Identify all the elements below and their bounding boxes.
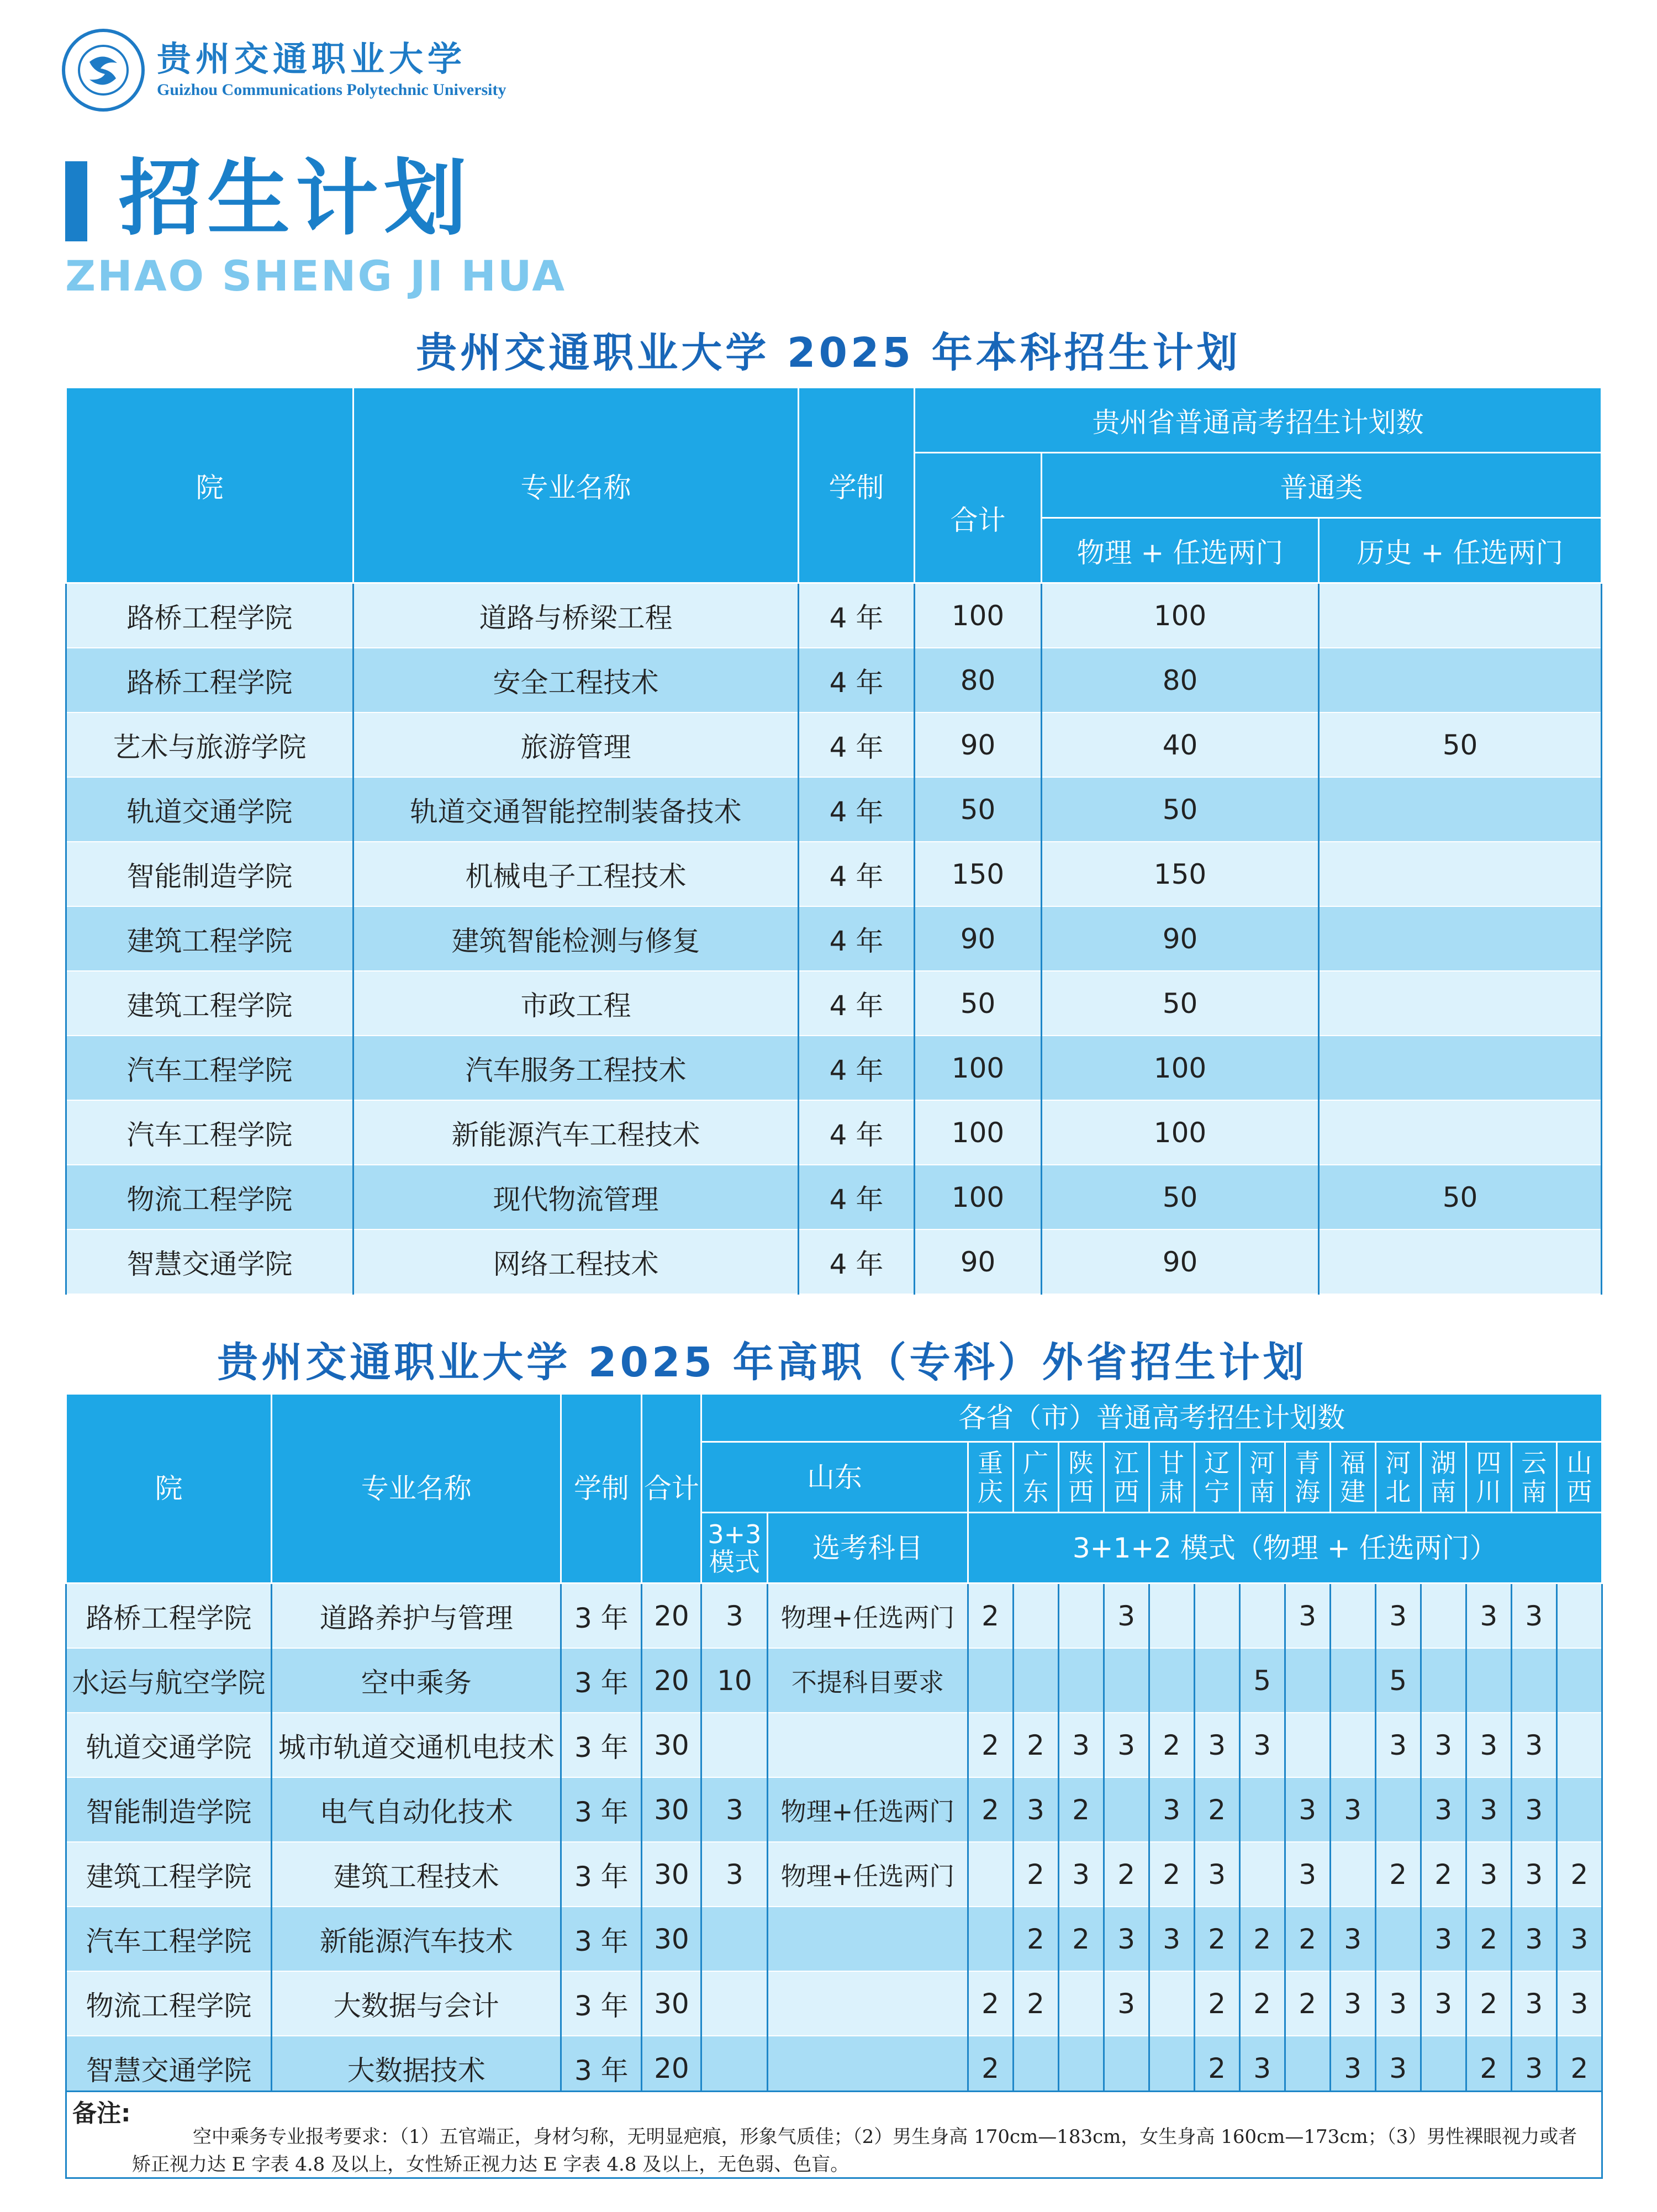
table-cell: 100 xyxy=(1042,583,1319,648)
province-count-cell: 3 xyxy=(1330,1907,1375,1971)
province-count-cell: 3 xyxy=(1375,1971,1421,2036)
header-regular: 普通类 xyxy=(1042,453,1602,518)
university-logo xyxy=(62,29,506,112)
table-cell: 安全工程技术 xyxy=(353,648,799,712)
header-province: 湖南 xyxy=(1421,1442,1466,1513)
table-cell: 90 xyxy=(1042,1229,1319,1294)
table-cell: 大数据与会计 xyxy=(272,1971,561,2036)
table-cell: 4 年 xyxy=(799,971,915,1036)
table-cell: 30 xyxy=(642,1971,701,2036)
table-cell: 汽车工程学院 xyxy=(66,1100,353,1165)
province-count-cell: 3 xyxy=(1194,1842,1239,1907)
province-count-cell xyxy=(1239,1777,1285,1842)
province-count-cell: 2 xyxy=(1466,2036,1511,2100)
table-row xyxy=(66,1907,1602,1971)
table-cell: 3 年 xyxy=(561,1648,642,1713)
province-count-cell: 3 xyxy=(1421,1971,1466,2036)
table-cell xyxy=(1319,1100,1602,1165)
province-count-cell: 3 xyxy=(1013,1777,1058,1842)
header-province: 江西 xyxy=(1104,1442,1149,1513)
province-count-cell: 3 xyxy=(1194,1713,1239,1777)
header-duration: 学制 xyxy=(799,388,915,583)
table-row xyxy=(66,1165,1602,1229)
province-count-cell: 2 xyxy=(1194,2036,1239,2100)
header-province: 河北 xyxy=(1375,1442,1421,1513)
header-major: 专业名称 xyxy=(272,1394,561,1583)
table-cell xyxy=(768,1713,968,1777)
table-cell: 3 年 xyxy=(561,1971,642,2036)
province-count-cell xyxy=(1194,1583,1239,1649)
province-count-cell: 3 xyxy=(1466,1583,1511,1649)
table-cell: 100 xyxy=(1042,1036,1319,1100)
table-cell xyxy=(768,1971,968,2036)
table-cell: 旅游管理 xyxy=(353,712,799,777)
table-cell: 物理+任选两门 xyxy=(768,1777,968,1842)
table-cell: 3 年 xyxy=(561,1842,642,1907)
header-college: 院 xyxy=(66,388,353,583)
province-count-cell xyxy=(1013,1583,1058,1649)
table-cell: 50 xyxy=(915,777,1042,842)
table-cell: 机械电子工程技术 xyxy=(353,842,799,906)
header-college: 院 xyxy=(66,1394,272,1583)
province-count-cell: 2 xyxy=(1194,1971,1239,2036)
table-cell: 50 xyxy=(1319,712,1602,777)
table-cell: 20 xyxy=(642,2036,701,2100)
province-count-cell: 2 xyxy=(1285,1907,1330,1971)
table-cell: 现代物流管理 xyxy=(353,1165,799,1229)
province-count-cell: 2 xyxy=(1104,1842,1149,1907)
province-count-cell: 2 xyxy=(968,2036,1013,2100)
table-cell xyxy=(1319,906,1602,971)
province-count-cell xyxy=(1556,1777,1602,1842)
table-cell: 4 年 xyxy=(799,842,915,906)
table-cell: 80 xyxy=(1042,648,1319,712)
province-count-cell: 3 xyxy=(1239,2036,1285,2100)
province-count-cell: 2 xyxy=(968,1583,1013,1649)
table-cell: 新能源汽车技术 xyxy=(272,1907,561,1971)
table-cell: 90 xyxy=(915,1229,1042,1294)
table-cell: 90 xyxy=(915,712,1042,777)
province-count-cell: 5 xyxy=(1375,1648,1421,1713)
province-count-cell xyxy=(1058,1971,1104,2036)
province-count-cell: 3 xyxy=(1330,1777,1375,1842)
university-name-cn: 贵州交通职业大学 xyxy=(157,39,467,79)
province-count-cell: 2 xyxy=(1149,1713,1194,1777)
table-cell: 大数据技术 xyxy=(272,2036,561,2100)
province-count-cell: 3 xyxy=(1104,1713,1149,1777)
table-cell xyxy=(701,1907,768,1971)
province-count-cell xyxy=(1556,1648,1602,1713)
table-cell xyxy=(1319,648,1602,712)
table-cell: 20 xyxy=(642,1648,701,1713)
province-count-cell xyxy=(968,1842,1013,1907)
province-count-cell: 3 xyxy=(1466,1842,1511,1907)
table-cell: 艺术与旅游学院 xyxy=(66,712,353,777)
province-count-cell xyxy=(1421,1648,1466,1713)
header-shandong: 山东 xyxy=(701,1442,968,1513)
table-row xyxy=(66,1229,1602,1294)
province-count-cell: 2 xyxy=(1194,1777,1239,1842)
province-count-cell: 2 xyxy=(1375,1842,1421,1907)
province-count-cell xyxy=(1330,1583,1375,1649)
header-province: 四川 xyxy=(1466,1442,1511,1513)
table-cell: 4 年 xyxy=(799,1229,915,1294)
province-count-cell: 2 xyxy=(1013,1713,1058,1777)
table-cell: 市政工程 xyxy=(353,971,799,1036)
province-count-cell xyxy=(1104,1648,1149,1713)
province-count-cell xyxy=(1330,1842,1375,1907)
table-cell: 4 年 xyxy=(799,906,915,971)
table-cell: 100 xyxy=(1042,1100,1319,1165)
remarks-text: 空中乘务专业报考要求：（1）五官端正，身材匀称，无明显疤痕，形象气质佳；（2）男生身高 170cm—183cm，女生身高 160cm—173cm；（3）男性裸眼视力或者矫正视力达 E 字表 4.8 及以上，女性矫正视力达 E 字表 4.8 及以上，无色弱、色盲。 xyxy=(132,2126,1577,2176)
header-mode33: 3+3 模式 xyxy=(701,1513,768,1583)
table-cell: 4 年 xyxy=(799,1165,915,1229)
province-count-cell: 2 xyxy=(968,1713,1013,1777)
table-cell: 3 年 xyxy=(561,1777,642,1842)
table-row xyxy=(66,777,1602,842)
table-cell: 道路与桥梁工程 xyxy=(353,583,799,648)
table-cell: 建筑工程学院 xyxy=(66,906,353,971)
header-province: 甘肃 xyxy=(1149,1442,1194,1513)
header-history: 历史 + 任选两门 xyxy=(1319,518,1602,583)
table-cell xyxy=(1319,842,1602,906)
section-title: 招生计划 xyxy=(119,151,473,247)
remarks-box xyxy=(65,2090,1603,2179)
province-count-cell: 3 xyxy=(1285,1583,1330,1649)
table-cell: 空中乘务 xyxy=(272,1648,561,1713)
table-cell: 城市轨道交通机电技术 xyxy=(272,1713,561,1777)
table-cell: 3 年 xyxy=(561,1583,642,1649)
province-count-cell: 3 xyxy=(1421,1907,1466,1971)
province-count-cell: 3 xyxy=(1104,1907,1149,1971)
table-cell: 路桥工程学院 xyxy=(66,1583,272,1649)
header-province: 广东 xyxy=(1013,1442,1058,1513)
province-count-cell xyxy=(1556,1583,1602,1649)
table-cell: 水运与航空学院 xyxy=(66,1648,272,1713)
table-cell: 100 xyxy=(915,583,1042,648)
table-cell: 3 年 xyxy=(561,1713,642,1777)
province-count-cell xyxy=(1285,1713,1330,1777)
table-cell: 90 xyxy=(915,906,1042,971)
table-cell: 智能制造学院 xyxy=(66,842,353,906)
province-count-cell: 3 xyxy=(1556,1971,1602,2036)
table-cell xyxy=(1319,1036,1602,1100)
province-count-cell xyxy=(968,1907,1013,1971)
table-cell: 物理+任选两门 xyxy=(768,1583,968,1649)
table-cell: 路桥工程学院 xyxy=(66,648,353,712)
header-province: 辽宁 xyxy=(1194,1442,1239,1513)
province-count-cell xyxy=(1058,1583,1104,1649)
province-count-cell: 3 xyxy=(1104,1583,1149,1649)
undergrad-plan-table xyxy=(65,387,1602,1295)
table-cell: 4 年 xyxy=(799,1036,915,1100)
province-count-cell xyxy=(1556,1713,1602,1777)
table-cell: 50 xyxy=(1042,1165,1319,1229)
province-count-cell: 3 xyxy=(1058,1713,1104,1777)
table-cell: 网络工程技术 xyxy=(353,1229,799,1294)
table-cell: 不提科目要求 xyxy=(768,1648,968,1713)
province-count-cell: 3 xyxy=(1421,1713,1466,1777)
table-cell: 30 xyxy=(642,1907,701,1971)
header-duration: 学制 xyxy=(561,1394,642,1583)
province-count-cell: 2 xyxy=(968,1971,1013,2036)
table-cell: 4 年 xyxy=(799,777,915,842)
table-cell: 3 年 xyxy=(561,2036,642,2100)
table-cell: 50 xyxy=(1319,1165,1602,1229)
province-count-cell: 3 xyxy=(1466,1777,1511,1842)
province-count-cell xyxy=(1330,1648,1375,1713)
table-cell: 建筑智能检测与修复 xyxy=(353,906,799,971)
province-count-cell xyxy=(1239,1842,1285,1907)
province-count-cell: 3 xyxy=(1511,1713,1556,1777)
table-cell: 物理+任选两门 xyxy=(768,1842,968,1907)
province-count-cell: 3 xyxy=(1511,1971,1556,2036)
table-cell: 50 xyxy=(1042,777,1319,842)
header-total: 合计 xyxy=(642,1394,701,1583)
table-cell: 40 xyxy=(1042,712,1319,777)
table-cell: 电气自动化技术 xyxy=(272,1777,561,1842)
province-count-cell: 2 xyxy=(1058,1777,1104,1842)
table-cell: 20 xyxy=(642,1583,701,1649)
table-cell: 智慧交通学院 xyxy=(66,1229,353,1294)
province-count-cell xyxy=(1285,1648,1330,1713)
province-count-cell xyxy=(1239,1583,1285,1649)
table-row xyxy=(66,842,1602,906)
header-province: 重庆 xyxy=(968,1442,1013,1513)
table-cell: 物流工程学院 xyxy=(66,1971,272,2036)
province-count-cell xyxy=(1149,1648,1194,1713)
logo-emblem-icon xyxy=(62,29,145,112)
table-cell: 30 xyxy=(642,1777,701,1842)
province-count-cell: 2 xyxy=(1421,1842,1466,1907)
table-cell xyxy=(1319,971,1602,1036)
table-cell: 3 xyxy=(701,1583,768,1649)
table-cell: 物流工程学院 xyxy=(66,1165,353,1229)
province-count-cell: 3 xyxy=(1239,1713,1285,1777)
province-count-cell: 3 xyxy=(1511,1777,1556,1842)
province-count-cell xyxy=(1466,1648,1511,1713)
province-count-cell: 2 xyxy=(1013,1971,1058,2036)
province-count-cell xyxy=(1104,1777,1149,1842)
province-count-cell xyxy=(968,1648,1013,1713)
header-province: 福建 xyxy=(1330,1442,1375,1513)
province-count-cell: 3 xyxy=(1511,1907,1556,1971)
table-row xyxy=(66,1036,1602,1100)
table-row xyxy=(66,1648,1602,1713)
table-cell: 智能制造学院 xyxy=(66,1777,272,1842)
table-cell: 道路养护与管理 xyxy=(272,1583,561,1649)
province-count-cell xyxy=(1194,1648,1239,1713)
province-count-cell: 3 xyxy=(1421,1777,1466,1842)
province-count-cell xyxy=(1375,1907,1421,1971)
table-cell xyxy=(1319,777,1602,842)
province-count-cell: 3 xyxy=(1556,1907,1602,1971)
table-cell: 轨道交通学院 xyxy=(66,1713,272,1777)
table-cell: 50 xyxy=(915,971,1042,1036)
province-count-cell: 2 xyxy=(1239,1971,1285,2036)
table-cell: 3 年 xyxy=(561,1907,642,1971)
province-count-cell xyxy=(1149,1971,1194,2036)
province-count-cell: 3 xyxy=(1330,2036,1375,2100)
province-count-cell: 3 xyxy=(1058,1842,1104,1907)
table-cell: 建筑工程学院 xyxy=(66,971,353,1036)
table-cell: 150 xyxy=(915,842,1042,906)
province-count-cell: 2 xyxy=(1149,1842,1194,1907)
table-cell: 90 xyxy=(1042,906,1319,971)
table-cell xyxy=(701,1713,768,1777)
province-count-cell: 3 xyxy=(1330,1971,1375,2036)
table-cell: 轨道交通学院 xyxy=(66,777,353,842)
province-count-cell: 3 xyxy=(1285,1842,1330,1907)
province-count-cell: 3 xyxy=(1149,1907,1194,1971)
province-count-cell: 3 xyxy=(1285,1777,1330,1842)
table-cell: 50 xyxy=(1042,971,1319,1036)
table-row xyxy=(66,1713,1602,1777)
table-cell: 80 xyxy=(915,648,1042,712)
header-major: 专业名称 xyxy=(353,388,799,583)
table-cell: 30 xyxy=(642,1842,701,1907)
table-row xyxy=(66,1842,1602,1907)
section-pinyin: ZHAO SHENG JI HUA xyxy=(65,251,567,300)
table-cell: 轨道交通智能控制装备技术 xyxy=(353,777,799,842)
table-row xyxy=(66,583,1602,648)
province-count-cell: 3 xyxy=(1511,1583,1556,1649)
header-province: 青海 xyxy=(1285,1442,1330,1513)
table-cell: 150 xyxy=(1042,842,1319,906)
table-cell: 10 xyxy=(701,1648,768,1713)
table-row xyxy=(66,1100,1602,1165)
province-count-cell: 2 xyxy=(1466,1971,1511,2036)
table2-title: 贵州交通职业大学 2025 年高职（专科）外省招生计划 xyxy=(217,1339,1307,1386)
province-count-cell: 3 xyxy=(1511,2036,1556,2100)
header-plan-group: 各省（市）普通高考招生计划数 xyxy=(701,1394,1602,1442)
table-row xyxy=(66,1777,1602,1842)
province-count-cell: 3 xyxy=(1511,1842,1556,1907)
table-cell: 智慧交通学院 xyxy=(66,2036,272,2100)
header-province: 河南 xyxy=(1239,1442,1285,1513)
province-count-cell: 3 xyxy=(1104,1971,1149,2036)
province-count-cell: 2 xyxy=(1285,1971,1330,2036)
header-mode312: 3+1+2 模式（物理 + 任选两门） xyxy=(968,1513,1602,1583)
header-province: 山西 xyxy=(1556,1442,1602,1513)
province-count-cell: 3 xyxy=(1375,2036,1421,2100)
province-count-cell: 3 xyxy=(1375,1713,1421,1777)
table1-title: 贵州交通职业大学 2025 年本科招生计划 xyxy=(416,329,1241,377)
province-count-cell: 2 xyxy=(1013,1907,1058,1971)
table-cell: 4 年 xyxy=(799,583,915,648)
table-cell: 汽车工程学院 xyxy=(66,1907,272,1971)
province-count-cell xyxy=(1149,1583,1194,1649)
table-cell xyxy=(768,1907,968,1971)
table-cell: 汽车服务工程技术 xyxy=(353,1036,799,1100)
header-plan-group: 贵州省普通高考招生计划数 xyxy=(915,388,1602,453)
province-count-cell xyxy=(1013,1648,1058,1713)
province-count-cell: 5 xyxy=(1239,1648,1285,1713)
province-count-cell xyxy=(1330,1713,1375,1777)
table-row xyxy=(66,971,1602,1036)
table-cell xyxy=(701,1971,768,2036)
table-cell: 100 xyxy=(915,1036,1042,1100)
section-accent-bar xyxy=(65,161,87,241)
remarks-label: 备注: xyxy=(72,2099,131,2127)
table-cell xyxy=(1319,1229,1602,1294)
header-province: 陕西 xyxy=(1058,1442,1104,1513)
table-cell: 30 xyxy=(642,1713,701,1777)
province-count-cell: 2 xyxy=(1013,1842,1058,1907)
table-row xyxy=(66,1971,1602,2036)
table-cell: 100 xyxy=(915,1100,1042,1165)
university-name-en: Guizhou Communications Polytechnic University xyxy=(157,81,506,99)
table-cell: 3 xyxy=(701,1777,768,1842)
province-count-cell: 3 xyxy=(1149,1777,1194,1842)
province-count-cell xyxy=(1511,1648,1556,1713)
province-count-cell xyxy=(1375,1777,1421,1842)
table-row xyxy=(66,648,1602,712)
province-count-cell: 2 xyxy=(1058,1907,1104,1971)
province-count-cell: 2 xyxy=(968,1777,1013,1842)
table-cell: 建筑工程学院 xyxy=(66,1842,272,1907)
table-row xyxy=(66,906,1602,971)
table-row xyxy=(66,1583,1602,1649)
table-row xyxy=(66,712,1602,777)
province-count-cell xyxy=(1058,1648,1104,1713)
province-count-cell xyxy=(1421,1583,1466,1649)
table-cell: 4 年 xyxy=(799,1100,915,1165)
table-cell: 汽车工程学院 xyxy=(66,1036,353,1100)
header-province: 云南 xyxy=(1511,1442,1556,1513)
table-cell: 4 年 xyxy=(799,648,915,712)
province-count-cell: 2 xyxy=(1239,1907,1285,1971)
table-cell xyxy=(1319,583,1602,648)
table-cell: 建筑工程技术 xyxy=(272,1842,561,1907)
table-cell: 路桥工程学院 xyxy=(66,583,353,648)
table-cell: 4 年 xyxy=(799,712,915,777)
header-total: 合计 xyxy=(915,453,1042,583)
province-count-cell: 2 xyxy=(1556,2036,1602,2100)
vocational-plan-table xyxy=(65,1393,1603,2101)
table-cell: 3 xyxy=(701,1842,768,1907)
header-subjects: 选考科目 xyxy=(768,1513,968,1583)
table-cell: 新能源汽车工程技术 xyxy=(353,1100,799,1165)
table-cell: 100 xyxy=(915,1165,1042,1229)
province-count-cell: 2 xyxy=(1466,1907,1511,1971)
province-count-cell: 2 xyxy=(1556,1842,1602,1907)
province-count-cell: 3 xyxy=(1375,1583,1421,1649)
province-count-cell: 3 xyxy=(1466,1713,1511,1777)
header-physics: 物理 + 任选两门 xyxy=(1042,518,1319,583)
province-count-cell: 2 xyxy=(1194,1907,1239,1971)
